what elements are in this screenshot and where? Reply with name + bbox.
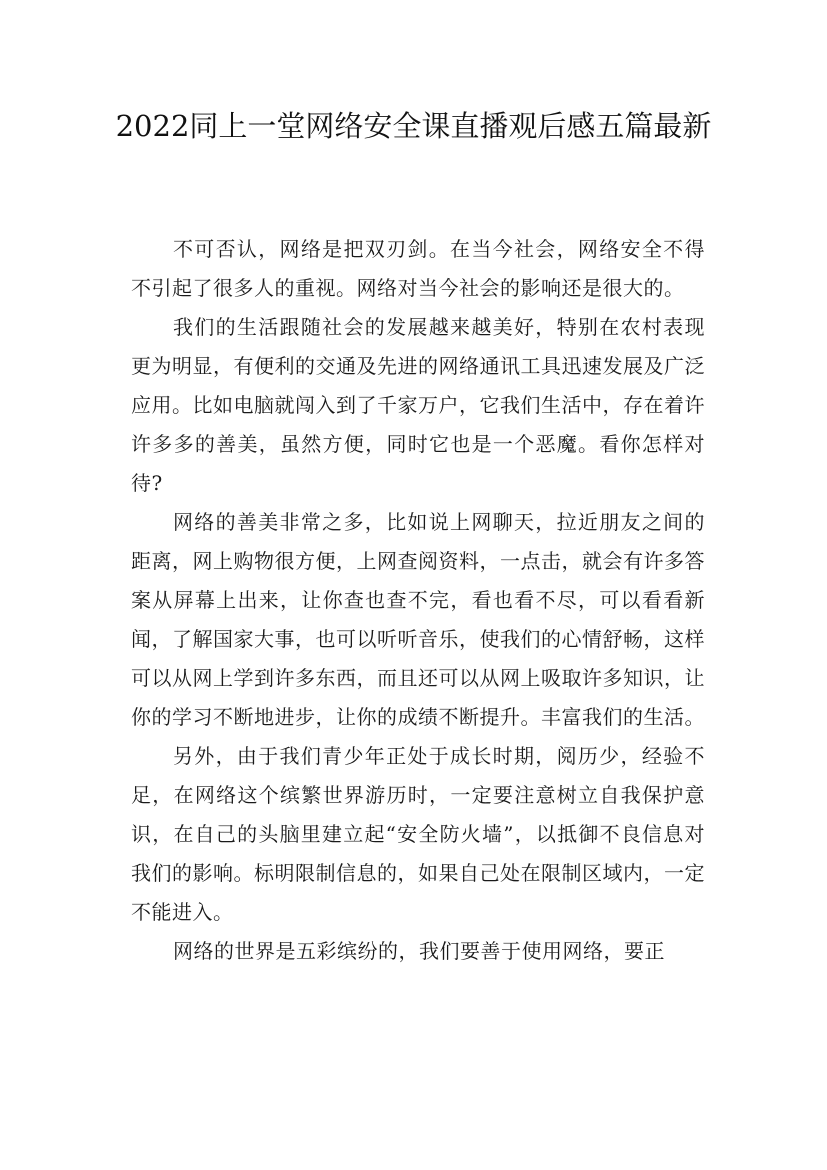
paragraph: 网络的善美非常之多，比如说上网聊天，拉近朋友之间的距离，网上购物很方便，上网查阅资料，一点击，就会有许多答案从屏幕上出来，让你查也查不完，看也看不尽，可以看看新闻，了解国家大事，也可以听听音乐，使我们的心情舒畅，这样可以从网上学到许多东西，而且还可以从网上吸取许多知识，让你的学习不断地进步，让你的成绩不断提升。丰富我们的生活。 xyxy=(131,510,705,729)
document-title: 2022同上一堂网络安全课直播观后感五篇最新 xyxy=(115,109,712,143)
document-body xyxy=(131,230,705,971)
paragraph: 不可否认，网络是把双刃剑。在当今社会，网络安全不得不引起了很多人的重视。网络对当今社会的影响还是很大的。 xyxy=(131,237,705,300)
paragraph: 我们的生活跟随社会的发展越来越美好，特别在农村表现更为明显，有便利的交通及先进的网络通讯工具迅速发展及广泛应用。比如电脑就闯入到了千家万户，它我们生活中，存在着许许多多的善美，虽然方便，同时它也是一个恶魔。看你怎样对待? xyxy=(131,315,705,495)
paragraph: 网络的世界是五彩缤纷的，我们要善于使用网络，要正 xyxy=(173,939,665,963)
paragraph: 另外，由于我们青少年正处于成长时期，阅历少，经验不足，在网络这个缤繁世界游历时，一定要注意树立自我保护意识，在自己的头脑里建立起“安全防火墙”，以抵御不良信息对我们的影响。标明限制信息的，如果自己处在限制区域内，一定不能进入。 xyxy=(131,744,705,924)
